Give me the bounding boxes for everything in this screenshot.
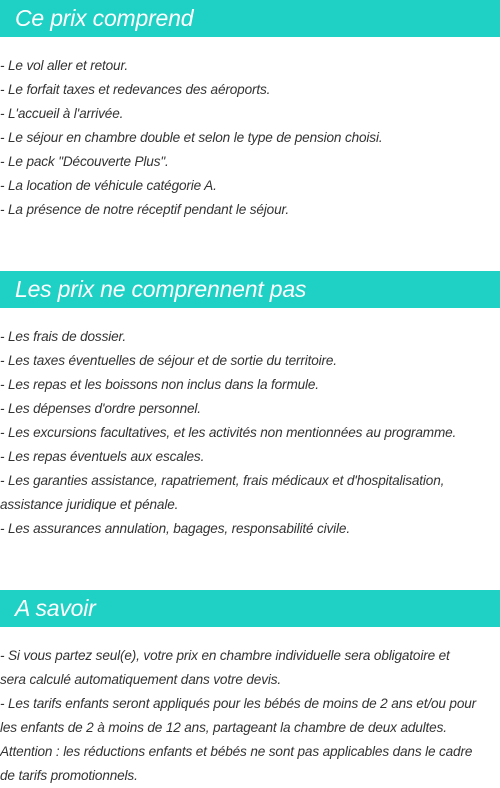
- list-item: - Les repas et les boissons non inclus dans la formule.: [0, 377, 319, 392]
- list-item: - Le séjour en chambre double et selon le type de pension choisi.: [0, 130, 383, 145]
- section-header-price-includes: [0, 0, 500, 37]
- list-item: - La présence de notre réceptif pendant le séjour.: [0, 202, 289, 217]
- list-item: - Les excursions facultatives, et les activités non mentionnées au programme.: [0, 425, 457, 440]
- list-item: - Les dépenses d'ordre personnel.: [0, 401, 201, 416]
- list-item: - Les tarifs enfants seront appliqués pour les bébés de moins de 2 ans et/ou pour: [0, 696, 477, 711]
- list-item: - Le vol aller et retour.: [0, 58, 128, 73]
- list-item: - Les frais de dossier.: [0, 329, 126, 344]
- list-item: - Les garanties assistance, rapatriement, frais médicaux et d'hospitalisation,: [0, 473, 445, 488]
- section-header-price-excludes: [0, 271, 500, 308]
- price-excludes-list: [0, 325, 500, 541]
- list-item: - Le forfait taxes et redevances des aéroports.: [0, 82, 271, 97]
- list-item: de tarifs promotionnels.: [0, 768, 138, 783]
- section-title: Ce prix comprend: [15, 5, 194, 31]
- list-item: - La location de véhicule catégorie A.: [0, 178, 217, 193]
- list-item: - Si vous partez seul(e), votre prix en chambre individuelle sera obligatoire et: [0, 648, 450, 663]
- section-header-good-to-know: [0, 590, 500, 627]
- section-title: A savoir: [15, 595, 96, 621]
- list-item: - L'accueil à l'arrivée.: [0, 106, 124, 121]
- section-title: Les prix ne comprennent pas: [15, 276, 307, 302]
- list-item: sera calculé automatiquement dans votre devis.: [0, 672, 281, 687]
- list-item: assistance juridique et pénale.: [0, 497, 179, 512]
- list-item: - Le pack "Découverte Plus".: [0, 154, 169, 169]
- list-item: Attention : les réductions enfants et bébés ne sont pas applicables dans le cadre: [0, 744, 473, 759]
- price-includes-list: [0, 54, 500, 222]
- list-item: les enfants de 2 à moins de 12 ans, partageant la chambre de deux adultes.: [0, 720, 447, 735]
- good-to-know-list: [0, 644, 500, 788]
- list-item: - Les assurances annulation, bagages, responsabilité civile.: [0, 521, 350, 536]
- list-item: - Les taxes éventuelles de séjour et de sortie du territoire.: [0, 353, 337, 368]
- list-item: - Les repas éventuels aux escales.: [0, 449, 205, 464]
